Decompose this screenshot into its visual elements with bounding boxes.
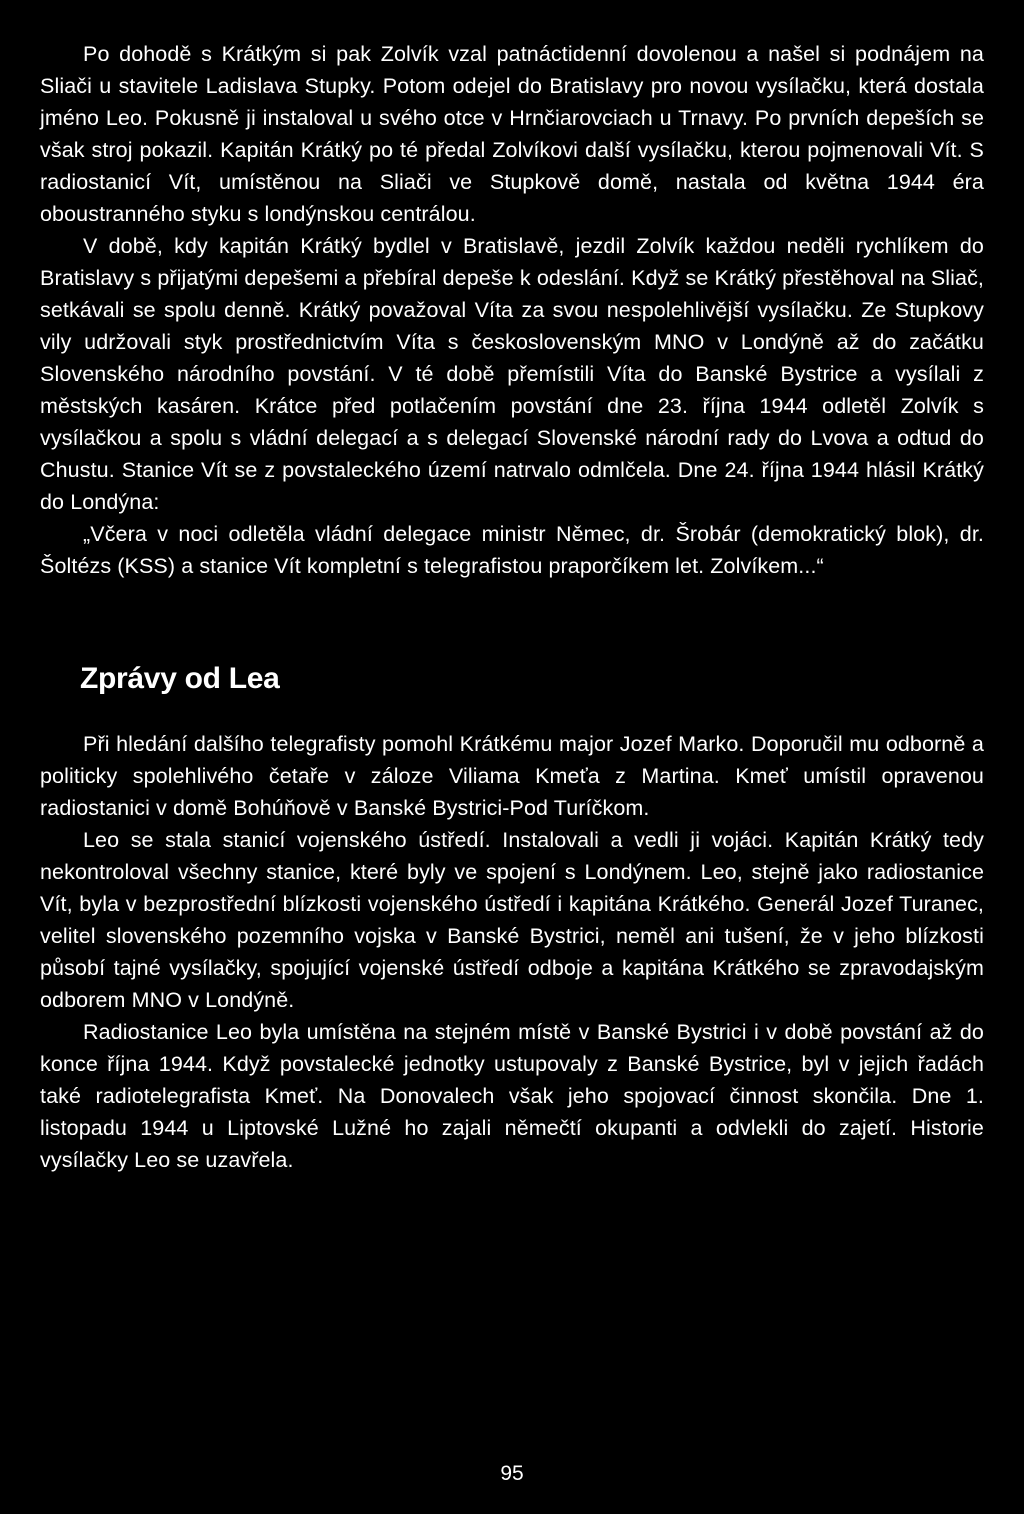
paragraph-quoted-dispatch: „Včera v noci odletěla vládní delegace ministr Němec, dr. Šrobár (demokratický blok), dr. Šoltézs (KSS) a stanice Vít kompletní s telegrafistou praporčíkem let. Zolvíkem...“: [40, 522, 984, 578]
section-zpravy-od-lea: [40, 728, 984, 1176]
page-number: 95: [500, 1462, 524, 1485]
paragraph-bratislava-trips: V době, kdy kapitán Krátký bydlel v Bratislavě, jezdil Zolvík každou neděli rychlíkem do Bratislavy s přijatými depešemi a přebíral depeše k odeslání. Když se Krátký přestěhoval na Sliač, setkávali se spolu denně. Krátký považoval Víta za svou nespolehlivější vysílačku. Ze Stupkovy vily udržovali styk prostřednictvím Víta s československým MNO v Londýně až do začátku Slovenského národního povstání. V té době přemístili Víta do Banské Bystrice a vysílali z městských kasáren. Krátce před potlačením povstání dne 23. října 1944 odletěl Zolvík s vysílačkou a spolu s vládní delegací a s delegací Slovenské národní rady do Lvova a odtud do Chustu. Stanice Vít se z povstaleckého území natrvalo odmlčela. Dne 24. října 1944 hlásil Krátký do Londýna:: [40, 234, 984, 514]
section-heading: Zprávy od Lea: [80, 662, 280, 695]
paragraph-telegrafist-search: Při hledání dalšího telegrafisty pomohl Krátkému major Jozef Marko. Doporučil mu odborně a politicky spolehlivého četaře v záloze Viliama Kmeťa z Martina. Kmeť umístil opravenou radiostanici v domě Bohúňově v Banské Bystrici-Pod Turíčkom.: [40, 732, 984, 820]
page-content: [40, 38, 984, 1176]
paragraph-military-hq: Leo se stala stanicí vojenského ústředí. Instalovali a vedli ji vojáci. Kapitán Krátký tedy nekontroloval všechny stanice, které byly ve spojení s Londýnem. Leo, stejně jako radiostanice Vít, byla v bezprostřední blízkosti vojenského ústředí i kapitána Krátkého. Generál Jozef Turanec, velitel slovenského pozemního vojska v Banské Bystrici, neměl ani tušení, že v jeho blízkosti působí tajné vysílačky, spojující vojenské ústředí odboje a kapitána Krátkého se zpravodajským odborem MNO v Londýně.: [40, 828, 984, 1012]
paragraph-zolvik-leave: Po dohodě s Krátkým si pak Zolvík vzal patnáctidenní dovolenou a našel si podnájem na Sliači u stavitele Ladislava Stupky. Potom odejel do Bratislavy pro novou vysílačku, která dostala jméno Leo. Pokusně ji instaloval u svého otce v Hrnčiarovciach u Trnavy. Po prvních depeších se však stroj pokazil. Kapitán Krátký po té předal Zolvíkovi další vysílačku, kterou pojmenovali Vít. S radiostanicí Vít, umístěnou na Sliači ve Stupkově domě, nastala od května 1944 éra oboustranného styku s londýnskou centrálou.: [40, 42, 984, 226]
paragraph-leo-end: Radiostanice Leo byla umístěna na stejném místě v Banské Bystrici i v době povstání až do konce října 1944. Když povstalecké jednotky ustupovaly z Banské Bystrice, byl v jejich řadách také radiotelegrafista Kmeť. Na Donovalech však jeho spojovací činnost skončila. Dne 1. listopadu 1944 u Liptovské Lužné ho zajali němečtí okupanti a odvlekli do zajetí. Historie vysílačky Leo se uzavřela.: [40, 1020, 984, 1172]
